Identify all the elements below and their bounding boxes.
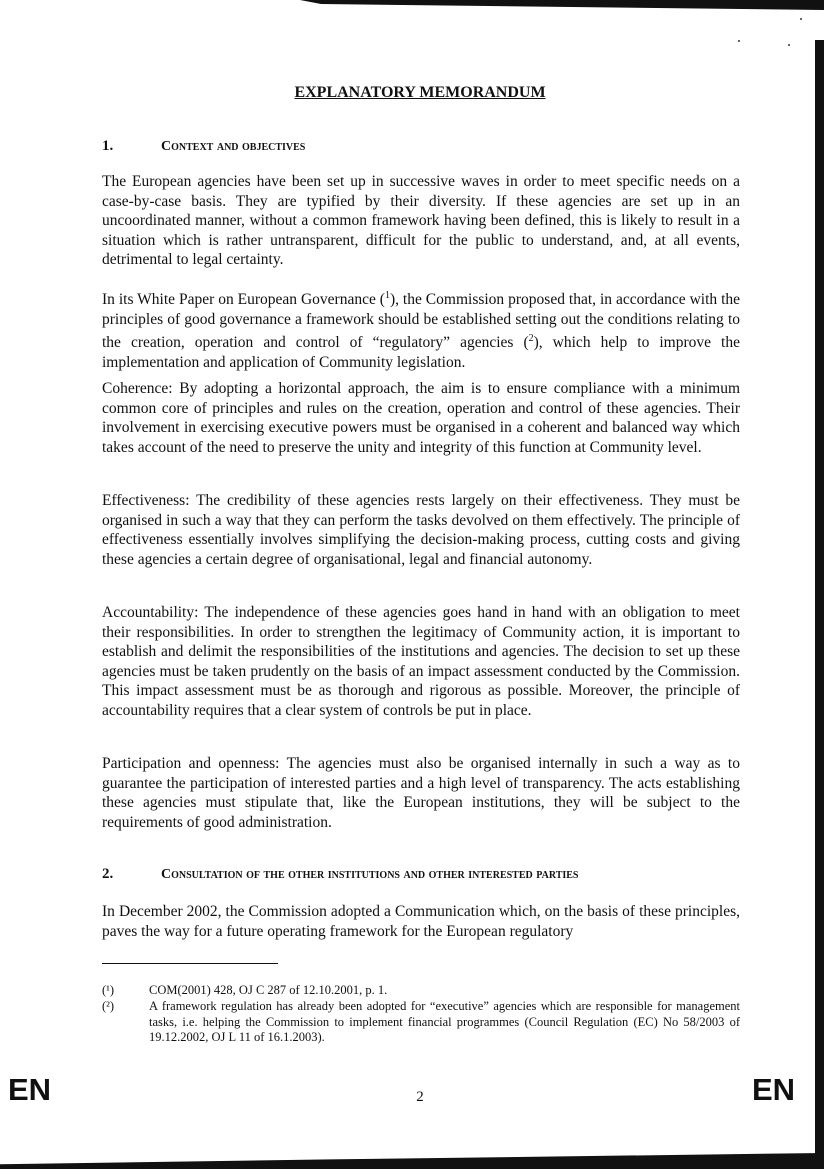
paragraph-coherence: Coherence: By adopting a horizontal approach, the aim is to ensure compliance with a minimum common core of principles and rules on the creation, operation and control of these agencies. Their involvement in exercising executive powers must be organised in a coherent and balanced way which takes account of the need to preserve the unity and integrity of this function at Community level. <box>102 380 740 456</box>
paragraph-white-paper <box>102 286 740 372</box>
scan-speck <box>788 44 790 46</box>
footnote-mark: (²) <box>102 999 115 1013</box>
scan-speck <box>800 18 802 20</box>
footnote-ref-1[interactable]: 1 <box>384 290 390 301</box>
section-number: 1. <box>102 138 114 154</box>
footnote-separator <box>102 963 278 964</box>
paragraph-text: In its White Paper on European Governance ( <box>102 291 385 309</box>
scan-edge-bottom <box>0 1153 824 1169</box>
scan-speck <box>738 40 740 42</box>
section-heading-1 <box>102 138 305 155</box>
scan-edge-right <box>815 40 824 1169</box>
paragraph-text: ), which help to improve the implementation and application of Community legislation. <box>102 334 740 371</box>
footnote-mark: (¹) <box>102 983 115 997</box>
paragraph-consultation: In December 2002, the Commission adopted a Communication which, on the basis of these principles, paves the way for a future operating framework for the European regulatory <box>102 903 740 940</box>
footnote-1 <box>102 983 740 999</box>
scan-edge-top <box>300 0 824 10</box>
section-title: Context and objectives <box>161 139 306 154</box>
paragraph-effectiveness: Effectiveness: The credibility of these agencies rests largely on their effectiveness. They must be organised in such a way that they can perform the tasks devolved on them effectively. The principle of effectiveness essentially involves simplifying the decision-making process, cutting costs and giving these agencies a certain degree of organisational, legal and financial autonomy. <box>102 492 740 568</box>
footnote-2 <box>102 999 740 1046</box>
document-title: EXPLANATORY MEMORANDUM <box>294 84 546 101</box>
footnote-text: A framework regulation has already been adopted for “executive” agencies which are responsible for management tasks, i.e. helping the Commission to implement financial programmes (Council Regulation (EC) No 58/2003 of 19.12.2002, OJ L 11 of 16.1.2003). <box>149 999 740 1044</box>
paragraph-context: The European agencies have been set up in successive waves in order to meet specific needs on a case-by-case basis. They are typified by their diversity. If these agencies are set up in an uncoordinated manner, without a common framework having been defined, this is likely to result in a situation which is rather untransparent, difficult for the public to understand, and, at all events, detrimental to legal certainty. <box>102 173 740 268</box>
paragraph-participation: Participation and openness: The agencies must also be organised internally in such a way as to guarantee the participation of interested parties and a high level of transparency. The acts establishing these agencies must stipulate that, like the European institutions, they will be subject to the requirements of good administration. <box>102 755 740 831</box>
footnote-text: COM(2001) 428, OJ C 287 of 12.10.2001, p. 1. <box>149 983 388 997</box>
paragraph-text: ), the Commission proposed that, in accordance with the principles of good governance a framework should be established setting out the conditions relating to the creation, operation and control of “regulatory” agencies ( <box>102 291 740 352</box>
section-number: 2. <box>102 866 114 882</box>
paragraph-accountability: Accountability: The independence of these agencies goes hand in hand with an obligation to meet their responsibilities. In order to strengthen the legitimacy of Community action, it is important to establish and delimit the responsibilities of the institutions and agencies. The decision to set up these agencies must be taken prudently on the basis of an impact assessment conducted by the Commission. This impact assessment must be as thorough and rigorous as possible. Moreover, the principle of accountability requires that a clear system of controls be put in place. <box>102 604 740 719</box>
footnote-ref-2[interactable]: 2 <box>528 333 534 345</box>
page-number: 2 <box>416 1089 424 1105</box>
language-label-right: EN <box>752 1072 796 1107</box>
language-label-left: EN <box>8 1072 52 1107</box>
section-title: Consultation of the other institutions and other interested parties <box>161 867 579 882</box>
section-heading-2 <box>102 866 579 883</box>
